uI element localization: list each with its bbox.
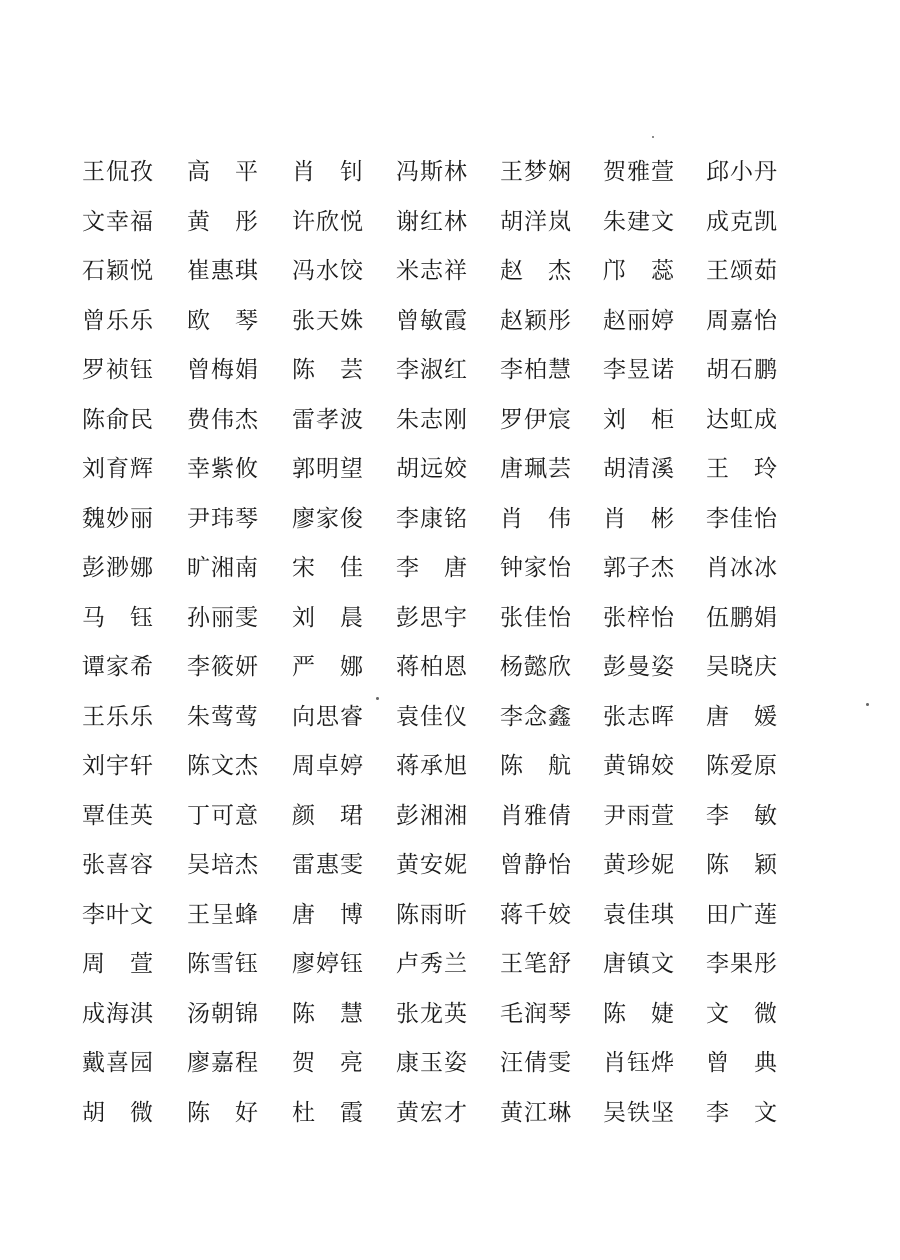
name-cell: 陈文杰 <box>187 753 259 779</box>
name-cell: 李念鑫 <box>500 704 572 730</box>
name-cell: 杜 霞 <box>292 1100 364 1126</box>
name-cell: 陈 颖 <box>706 852 778 878</box>
name-cell: 宋 佳 <box>292 555 364 581</box>
name-row <box>0 303 900 339</box>
name-cell: 李佳怡 <box>706 506 778 532</box>
name-row <box>0 1095 900 1131</box>
name-cell: 雷惠雯 <box>292 852 364 878</box>
name-cell: 唐镇文 <box>603 951 675 977</box>
name-cell: 张龙英 <box>396 1001 468 1027</box>
name-cell: 廖婷钰 <box>292 951 364 977</box>
name-cell: 幸紫攸 <box>187 456 259 482</box>
name-cell: 曾乐乐 <box>82 308 154 334</box>
name-row <box>0 253 900 289</box>
name-row <box>0 352 900 388</box>
name-cell: 成克凯 <box>706 209 778 235</box>
name-cell: 陈俞民 <box>82 407 154 433</box>
name-row <box>0 204 900 240</box>
name-cell: 刘育辉 <box>82 456 154 482</box>
name-row <box>0 996 900 1032</box>
name-cell: 周卓婷 <box>292 753 364 779</box>
name-cell: 陈 航 <box>500 753 572 779</box>
name-cell: 费伟杰 <box>187 407 259 433</box>
name-cell: 陈雨昕 <box>396 902 468 928</box>
name-row <box>0 501 900 537</box>
name-cell: 黄珍妮 <box>603 852 675 878</box>
name-cell: 陈 慧 <box>292 1001 364 1027</box>
name-cell: 李康铭 <box>396 506 468 532</box>
name-cell: 赵 杰 <box>500 258 572 284</box>
name-cell: 曾敏霞 <box>396 308 468 334</box>
name-cell: 李淑红 <box>396 357 468 383</box>
name-cell: 黄安妮 <box>396 852 468 878</box>
name-cell: 黄江琳 <box>500 1100 572 1126</box>
name-cell: 彭曼姿 <box>603 654 675 680</box>
name-cell: 吴培杰 <box>187 852 259 878</box>
name-cell: 伍鹏娟 <box>706 605 778 631</box>
name-cell: 吴铁坚 <box>603 1100 675 1126</box>
name-cell: 李 敏 <box>706 803 778 829</box>
name-cell: 李筱妍 <box>187 654 259 680</box>
name-cell: 王侃孜 <box>82 159 154 185</box>
name-row <box>0 649 900 685</box>
name-cell: 唐 媛 <box>706 704 778 730</box>
name-cell: 达虹成 <box>706 407 778 433</box>
name-cell: 陈 好 <box>187 1100 259 1126</box>
name-cell: 旷湘南 <box>187 555 259 581</box>
name-cell: 彭渺娜 <box>82 555 154 581</box>
name-cell: 王 玲 <box>706 456 778 482</box>
name-cell: 孙丽雯 <box>187 605 259 631</box>
name-cell: 张天姝 <box>292 308 364 334</box>
name-cell: 罗祯钰 <box>82 357 154 383</box>
name-cell: 邝 蕊 <box>603 258 675 284</box>
name-cell: 朱莺莺 <box>187 704 259 730</box>
name-cell: 李果彤 <box>706 951 778 977</box>
name-cell: 曾静怡 <box>500 852 572 878</box>
name-cell: 李 文 <box>706 1100 778 1126</box>
name-cell: 赵颖彤 <box>500 308 572 334</box>
name-cell: 李昱诺 <box>603 357 675 383</box>
name-cell: 汤朝锦 <box>187 1001 259 1027</box>
name-cell: 胡石鹏 <box>706 357 778 383</box>
name-cell: 高 平 <box>187 159 259 185</box>
name-cell: 陈雪钰 <box>187 951 259 977</box>
name-cell: 田广莲 <box>706 902 778 928</box>
name-row <box>0 897 900 933</box>
name-row <box>0 946 900 982</box>
name-cell: 肖 彬 <box>603 506 675 532</box>
name-cell: 张梓怡 <box>603 605 675 631</box>
name-cell: 尹雨萱 <box>603 803 675 829</box>
name-cell: 杨懿欣 <box>500 654 572 680</box>
name-cell: 李叶文 <box>82 902 154 928</box>
name-cell: 向思睿 <box>292 704 364 730</box>
name-cell: 张佳怡 <box>500 605 572 631</box>
name-cell: 刘宇轩 <box>82 753 154 779</box>
name-cell: 周嘉怡 <box>706 308 778 334</box>
name-cell: 钟家怡 <box>500 555 572 581</box>
name-cell: 朱志刚 <box>396 407 468 433</box>
scan-speck <box>866 703 869 706</box>
name-cell: 王呈蜂 <box>187 902 259 928</box>
name-cell: 卢秀兰 <box>396 951 468 977</box>
name-cell: 肖雅倩 <box>500 803 572 829</box>
name-cell: 肖 钊 <box>292 159 364 185</box>
name-cell: 文 微 <box>706 1001 778 1027</box>
name-cell: 崔惠琪 <box>187 258 259 284</box>
name-cell: 廖嘉程 <box>187 1050 259 1076</box>
name-cell: 黄 彤 <box>187 209 259 235</box>
name-cell: 黄锦姣 <box>603 753 675 779</box>
name-cell: 石颖悦 <box>82 258 154 284</box>
name-cell: 胡清溪 <box>603 456 675 482</box>
name-cell: 郭明望 <box>292 456 364 482</box>
name-cell: 蒋柏恩 <box>396 654 468 680</box>
name-cell: 邱小丹 <box>706 159 778 185</box>
scan-speck <box>652 136 654 138</box>
name-cell: 雷孝波 <box>292 407 364 433</box>
name-cell: 肖钰烨 <box>603 1050 675 1076</box>
name-cell: 黄宏才 <box>396 1100 468 1126</box>
name-cell: 郭子杰 <box>603 555 675 581</box>
name-cell: 张志晖 <box>603 704 675 730</box>
name-cell: 魏妙丽 <box>82 506 154 532</box>
name-cell: 李柏慧 <box>500 357 572 383</box>
scan-speck <box>376 697 379 700</box>
name-cell: 彭湘湘 <box>396 803 468 829</box>
name-cell: 丁可意 <box>187 803 259 829</box>
name-cell: 谭家希 <box>82 654 154 680</box>
name-cell: 罗伊宸 <box>500 407 572 433</box>
name-row <box>0 550 900 586</box>
name-cell: 李 唐 <box>396 555 468 581</box>
name-cell: 文幸福 <box>82 209 154 235</box>
name-row <box>0 154 900 190</box>
name-cell: 汪倩雯 <box>500 1050 572 1076</box>
name-cell: 陈 婕 <box>603 1001 675 1027</box>
name-row <box>0 1045 900 1081</box>
name-cell: 张喜容 <box>82 852 154 878</box>
name-cell: 唐 博 <box>292 902 364 928</box>
name-cell: 戴喜园 <box>82 1050 154 1076</box>
name-cell: 王梦娴 <box>500 159 572 185</box>
name-cell: 许欣悦 <box>292 209 364 235</box>
name-cell: 成海淇 <box>82 1001 154 1027</box>
name-row <box>0 451 900 487</box>
name-cell: 贺雅萱 <box>603 159 675 185</box>
name-cell: 胡远姣 <box>396 456 468 482</box>
name-cell: 胡洋岚 <box>500 209 572 235</box>
name-cell: 朱建文 <box>603 209 675 235</box>
name-cell: 唐珮芸 <box>500 456 572 482</box>
name-cell: 冯水饺 <box>292 258 364 284</box>
name-cell: 周 萱 <box>82 951 154 977</box>
name-row <box>0 798 900 834</box>
name-cell: 曾 典 <box>706 1050 778 1076</box>
name-cell: 王笔舒 <box>500 951 572 977</box>
name-cell: 覃佳英 <box>82 803 154 829</box>
name-cell: 赵丽婷 <box>603 308 675 334</box>
name-cell: 蒋千姣 <box>500 902 572 928</box>
name-cell: 彭思宇 <box>396 605 468 631</box>
name-cell: 肖冰冰 <box>706 555 778 581</box>
name-row <box>0 699 900 735</box>
name-row <box>0 847 900 883</box>
name-cell: 陈爱原 <box>706 753 778 779</box>
name-row <box>0 402 900 438</box>
name-cell: 马 钰 <box>82 605 154 631</box>
name-cell: 刘 晨 <box>292 605 364 631</box>
name-cell: 尹玮琴 <box>187 506 259 532</box>
name-cell: 王乐乐 <box>82 704 154 730</box>
name-cell: 冯斯林 <box>396 159 468 185</box>
name-cell: 陈 芸 <box>292 357 364 383</box>
name-row <box>0 748 900 784</box>
name-cell: 袁佳仪 <box>396 704 468 730</box>
name-cell: 肖 伟 <box>500 506 572 532</box>
name-cell: 颜 珺 <box>292 803 364 829</box>
name-cell: 吴晓庆 <box>706 654 778 680</box>
name-cell: 谢红林 <box>396 209 468 235</box>
name-cell: 欧 琴 <box>187 308 259 334</box>
name-cell: 刘 柜 <box>603 407 675 433</box>
name-row <box>0 600 900 636</box>
name-cell: 米志祥 <box>396 258 468 284</box>
name-cell: 胡 微 <box>82 1100 154 1126</box>
name-cell: 廖家俊 <box>292 506 364 532</box>
name-cell: 蒋承旭 <box>396 753 468 779</box>
name-cell: 严 娜 <box>292 654 364 680</box>
name-cell: 贺 亮 <box>292 1050 364 1076</box>
name-cell: 曾梅娟 <box>187 357 259 383</box>
name-cell: 毛润琴 <box>500 1001 572 1027</box>
name-cell: 王颂茹 <box>706 258 778 284</box>
name-cell: 袁佳琪 <box>603 902 675 928</box>
name-cell: 康玉姿 <box>396 1050 468 1076</box>
